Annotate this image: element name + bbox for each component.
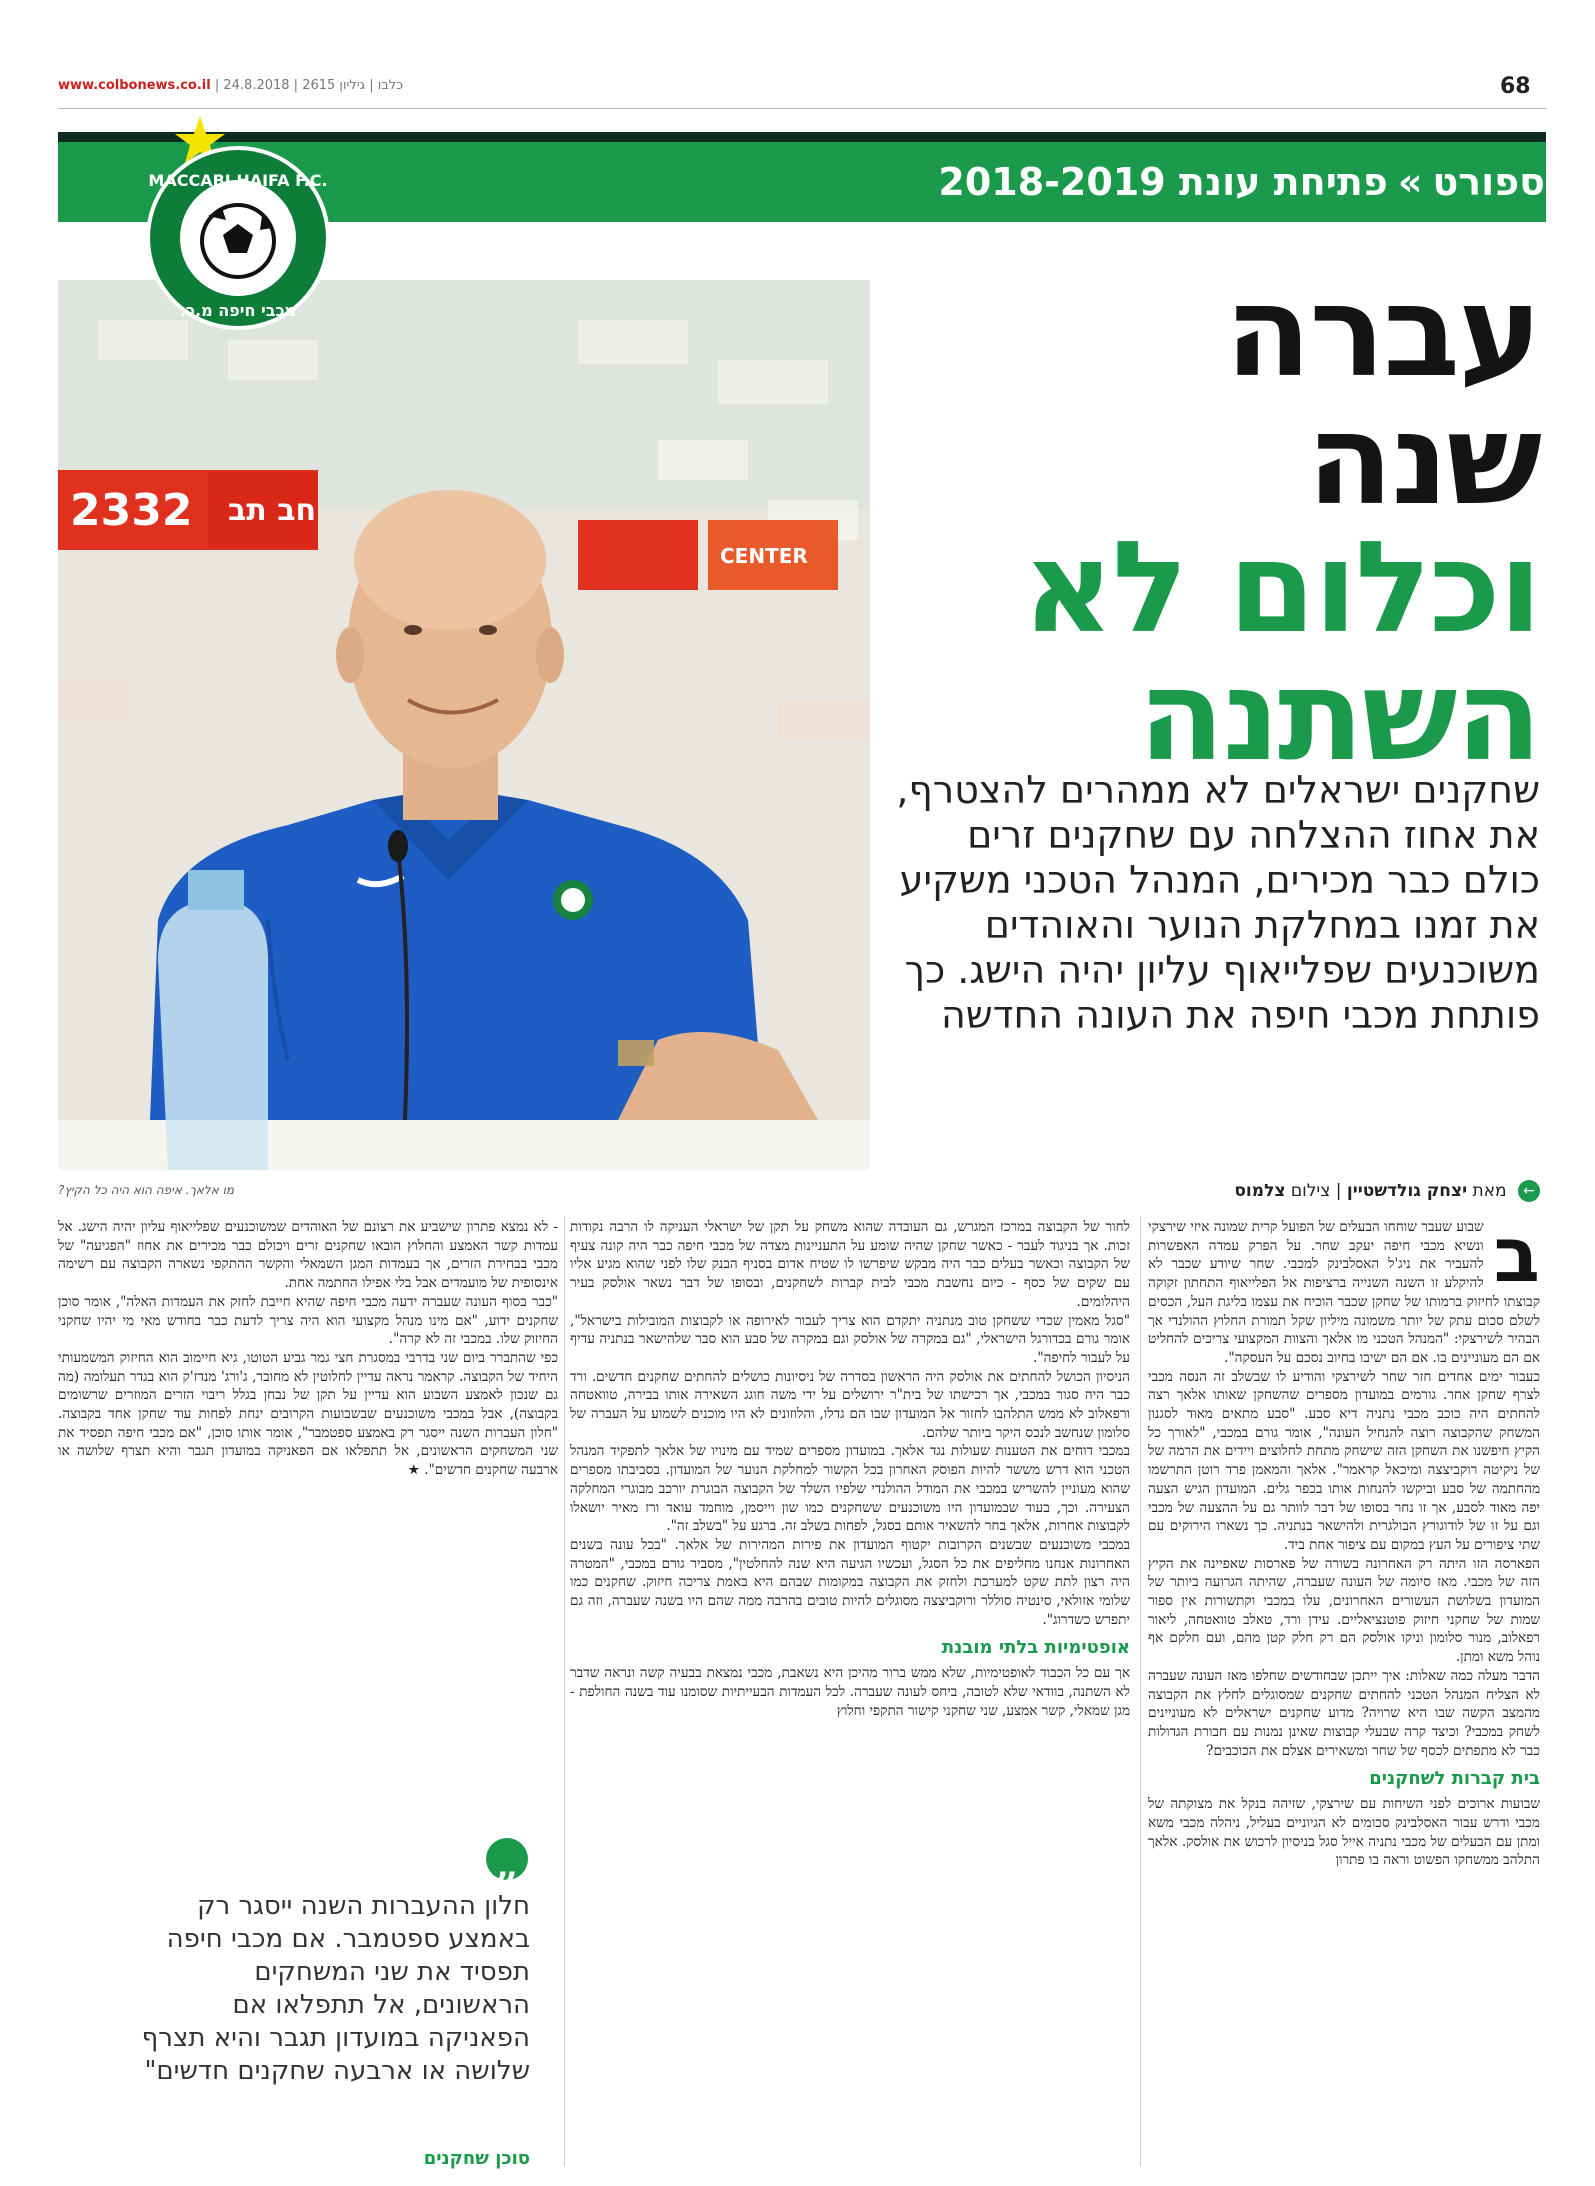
article-column-2 <box>570 1218 1130 2168</box>
issue-date: 24.8.2018 <box>223 78 290 93</box>
page-number: 68 <box>1500 74 1531 99</box>
headline-line-2: שנה <box>1306 386 1540 533</box>
site-url[interactable]: www.colbonews.co.il <box>58 78 211 93</box>
subheadline: שחקנים ישראלים לא ממהרים להצטרף, את אחוז ההצלחה עם שחקנים זרים כולם כבר מכירים, המנהל הטכני משקיע את זמנו במחלקת הנוער והאוהדים משוכנעים שפלייאוף עליון יהיה הישג. כך פותחת מכבי חיפה את העונה החדשה <box>896 768 1540 1037</box>
byline-from-label: מאת <box>1472 1181 1507 1201</box>
byline-photographer: צלמוס <box>1234 1181 1286 1201</box>
paragraph: הפארסה הזו היתה רק האחרונה בשורה של פארסות שאפיינה את הקיץ הזה של מכבי. מאז סיומה של העונה שעברה, שהיתה הגרועה ביותר של המועדון בשלושת העשורים האחרונים, עלו במכבי וקתשורות אין ספור שמות של שחקני חיזוק פוטנציאליים. עידן ורד, טאלב טוואטחה, ליאור רפאלוב, מנור סלומון וניקו אולסק הם רק חלק קטן מהם, ועם חלקם אף נוהל משא ומתן. <box>1148 1555 1540 1666</box>
section-separator-icon: » <box>1397 160 1423 204</box>
headline <box>880 258 1540 789</box>
headline-line-1: עברה <box>1224 258 1540 405</box>
quote-icon: „ <box>486 1838 528 1880</box>
column-divider <box>564 1216 565 2166</box>
paragraph: "סגל מאמין שכדי ששחקן טוב מנתניה יתקדם הוא צריך לעבור לאירופה או לקבוצות המובילות בישראל", אומר גורם בכדורגל הישראלי, "גם במקרה של אולסק וגם במקרה של סבע הוא סבר שלהישאר בנתניה עדיף על לעבור לחיפה". <box>570 1312 1130 1366</box>
pull-quote-source: סוכן שחקנים <box>423 2148 530 2169</box>
issue-number: גיליון 2615 <box>302 78 366 93</box>
article-column-1 <box>1148 1218 1540 2168</box>
byline: ← מאת יצחק גולדשטיין | צילום צלמוס <box>880 1180 1540 1202</box>
headline-line-4: השתנה <box>1138 642 1540 789</box>
brand-name: כלבו <box>377 78 404 93</box>
byline-author[interactable]: יצחק גולדשטיין <box>1346 1181 1468 1201</box>
sponsor-text: חב תב <box>228 493 317 528</box>
main-photo <box>58 280 870 1170</box>
section-subtitle: בית קברות לשחקנים <box>1369 1768 1540 1790</box>
paragraph: כפי שהתברר ביום שני בדרבי במסגרת חצי גמר גביע הטוטו, גיא חיימוב הוא החיזוק המשמעותי היחיד של הקבוצה. קראמר נראה עדיין לחלוטין לא מחובר, ג'ורג' מנדז'ק הוא בגדר תעלומה (מה גם שנכון לאמצע השבוע הוא עדיין על תקן של נבחן בגלל ריבוי הזרים המוזרים שרשומים בקבוצה), אבל במכבי משוכנעים שבשבועות הקרובים ינחת לפחות עוד שחקן אחד בקבוצה. "חלון העברות השנה ייסגר רק באמצע ספטמבר", אומר אותו סוכן, "אם מכבי חיפה תפסיד את שני המשחקים הראשונים, אל תתפלאו אם הפאניקה במועדון תגבר והיא תצרף שלושה או ארבעה שחקנים חדשים". ★ <box>58 1349 558 1479</box>
photo-caption: מו אלאך. איפה הוא היה כל הקיץ? <box>58 1183 235 1197</box>
section-subtitle: אופטימיות בלתי מובנת <box>941 1637 1130 1659</box>
arrow-left-icon: ← <box>1518 1180 1540 1202</box>
paragraph: "כבר בסוף העונה שעברה ידעה מכבי חיפה שהיא חייבת לחזק את העמדות האלה", אומר סוכן שחקנים ידוע, "אם מינו מנהל מקצועי הוא היה צריך לדעת כבר בחודש מאי מי יהיו שחקני החיזוק שלו. במכבי זה לא קרה". <box>58 1293 558 1348</box>
dropcap: ב <box>1493 1218 1540 1299</box>
paragraph: כעבור ימים אחדים חזר שחר לשירצקי והודיע לו שבשלב זה הנסה מכבי לצרף שחקן אחר. גורמים במועדון מספרים שהשחקן שאותו אלאך רצה להחתים היה כוכב מכבי נתניה דיא סבע. "סבע מתאים מאוד לסגנון המשחק שהקבוצה רוצה להנחיל העונה", אומר גורם במכבי, "לאורך כל הקיץ חיפשנו את השחקן הזה שישחק מתחת לחלוצים ויידים את הרמה של של ניקיטה רוקביצצה ומיכאל קראמר". אלאך והמאמן פרד רוטן התרשמו מהחתמה של סבע וביקשו להנחות אותו בכפר גלים. המועדון הגיש הצעה יפה מאוד לסבע, אך זו נחר בסופו של דבר לוותר גם על ההצעה של מכבי וגם על זו של לודוגורץ הבולגרית ולהישאר בנתניה. כך נשארו הירוקים עם שתי ציפורים על העץ במקום עם ציפור אחת ביד. <box>1148 1368 1540 1553</box>
pull-quote: חלון ההעברות השנה ייסגר רק באמצע ספטמבר. אם מכבי חיפה תפסיד את שני המשחקים הראשונים, אל תתפלאו אם הפאניקה במועדון תגבר והיא תצרף שלושה או ארבעה שחקנים חדשים" <box>141 1891 530 2086</box>
headline-line-3: וכלום לא <box>1022 514 1540 661</box>
paragraph: לחור של הקבוצה במרכז המגרש, גם העובדה שהוא משחק על תקן של ישראלי העניקה לו הרבה נקודות זכות. אך בניגוד לעבר - כאשר שחקן שהיה שומע על התעניינות מצדה של מכבי חיפה כבר היה קונה צעיף של הקבוצה וכאשר בעלים כבר היה מבקש שיפרשו לו שטיח אדום בסניף הבנק שלו לפני שהוא מגיע אליו עם שקים של כסף - כיום נחשבת מכבי לבית קברות לשחקנים, ובסופו של דבר נשאר אולסק בעיר היהלומים. <box>570 1219 1130 1310</box>
sponsor-text-2: CENTER <box>720 544 808 568</box>
paragraph: הניסיון הכושל להחתים את אולסק היה הראשון בסדרה של ניסיונות כושלים להחתים שחקנים חדשים. ורד כבר היה סגור במכבי, אך רכישתו של בית"ר ירושלים על ידי משה חוגג השאירה אותו בבירה, טוואטחה ורפאלוב לא ממש התלהבו לחזור אל המועדון שבו הם גדלו, והלוזונים לא היו מוכנים לשמוע על העברה של סלומון שנחשב לנכס היקר ביותר שלהם. <box>570 1368 1130 1441</box>
column-divider <box>1140 1216 1141 2166</box>
section-heading <box>938 142 1545 222</box>
sponsor-number: 2332 <box>70 485 193 536</box>
section-title: פתיחת עונת 2018-2019 <box>938 160 1388 204</box>
article-column-3 <box>58 1218 558 1918</box>
logo-text-he: מכבי חיפה מ.כ. <box>179 301 297 320</box>
paragraph: אך עם כל הכבוד לאופטימיות, שלא ממש ברור מהיכן היא נשאבת, מכבי נמצאת בבעיה קשה ונראה שדבר לא השתנה, בוודאי שלא לטובה, ביחס לעונה שעברה. לכל העמדות הבעייתיות שסומנו עוד בשנה החולפת - מגן שמאלי, קשר אמצע, שני שחקני קישור התקפי וחלוץ <box>570 1665 1130 1719</box>
paragraph: הדבר מעלה כמה שאלות: איך ייתכן שבחודשים שחלפו מאז העונה שעברה לא הצליח המנהל הטכני להחתים שחקנים שמסוגלים לחלץ את הקבוצה מהמצב הקשה שבו היא שרויה? מדוע שחקנים ישראלים לא מעוניינים לשחק במכבי? וכיצד קרה שבעלי קבוצות שאינן נמנות עם חבורת הגדולות כבר לא מתפתים לכסף של שחר ומשאירים אצלם את הכוכבים? <box>1148 1667 1540 1759</box>
paragraph: במכבי דוחים את הטענות שעולות נגד אלאך. במועדון מספרים שמיד עם מינויו של אלאך לתפקיד המנהל הטכני הוא דרש מששר להיות הפוסק האחרון בכל הקשור למחלקת הנוער של המועדון. בסביבתו מספרים שהוא מעוניין להשריש במכבי את המודל ההולנדי שלפיו השלד של הקבוצה הבוגרת יורכב מבוגרי המחלקה הצעירה. וכך, בעוד שבמועדון היו משוכנעים ששחקנים כמו שון וייסמן, מוחמד עואד ורז מאיר יושאלו לקבוצות אחרות, אלאך בחר להשאיר אותם בסגל, לפחות בשלב זה. ברגע על "בשלב זה". <box>570 1443 1130 1535</box>
logo-text-en: MACCABI HAIFA F.C. <box>148 171 328 190</box>
paragraph: שבועות ארוכים לפני השיחות עם שירצקי, שזיהה בנקל את מצוקתה של מכבי ודרש עבור האסלבינק סכומים לא הגיוניים בעליל, ניהלה מכבי משא ומתן עם הבעלים של מכבי נתניה אייל סגל בניסיון לרכוש את אולסק. אלאך התלהב ממשחקו הפשוט וראה בו פתרון <box>1148 1796 1540 1869</box>
paragraph: במכבי משוכנעים שבשנים הקרובות יקטוף המועדון את פירות המהירות של אלאך. "בכל עונה בשנים האחרונות אנחנו מחליפים את כל הסגל, ועכשיו הגיעה היא שנה להחלטין", מסביר גורם במכבי, "המטרה היה רצון לתת שקט למערכת ולחזק את הקבוצה במקומות שבהם היא באמת צריכה חיזוק. שחקנים כמו שלומי אזולאי, סינטיה סוללר ורוקביצצה מסוגלים להיות טובים בהרבה ממה שהם היו בשנה שעברה, וזה גם יתפרש כשדרוג". <box>570 1536 1130 1628</box>
header-meta: www.colbonews.co.il | כלבו | גיליון 2615 | 24.8.2018 <box>58 78 404 93</box>
byline-photo-label: צילום <box>1290 1181 1331 1201</box>
paragraph: שבוע שעבר שוחחו הבעלים של הפועל קרית שמונה איזי שירצקי ונשיא מכבי חיפה יעקב שחר. על הפרק עמדה האפשרות להעביר את ניג'ל האסלבינק למכבי. שחר שיודע שכבר לא להיקלע זו השנה השנייה ברציפות אל הפלייאוף התחתון זקוקה קבוצתו לחיזוק ברמותו של שחקן שכבר הוכיח את עצמו בליגת העל, הכסים לשלם סכום עתק של יותר משמונה מיליון שקל תמורת החלוץ ההולנדי אך הבהיר לשירצקי: "המנהל הטכני מו אלאך והצוות המקצועי צריכים להחליט אם הם מעוניינים בו. אם הם ישיבו בחיוב נסכם על העסקה". <box>1148 1219 1540 1366</box>
header-divider <box>58 108 1546 109</box>
club-logo <box>142 116 340 334</box>
section-name: ספורט <box>1432 160 1545 204</box>
paragraph: - לא נמצא פתרון שישביע את רצונם של האוהדים שמשוכנעים שפלייאוף עליון יהיה הישג. אל עמדות קשר האמצע והחלוץ הובאו שחקנים זרים ויכולם כבר מכירים את אחוז "הפגיעה" של מכבי בבחירת הזרים, אך בעמדות המגן השמאלי והקשר ההתקפי נשארה הקבוצה עם רשימה אינסופית של מועמדים אבל בלי אפילו החתמה אחת. <box>58 1219 558 1292</box>
